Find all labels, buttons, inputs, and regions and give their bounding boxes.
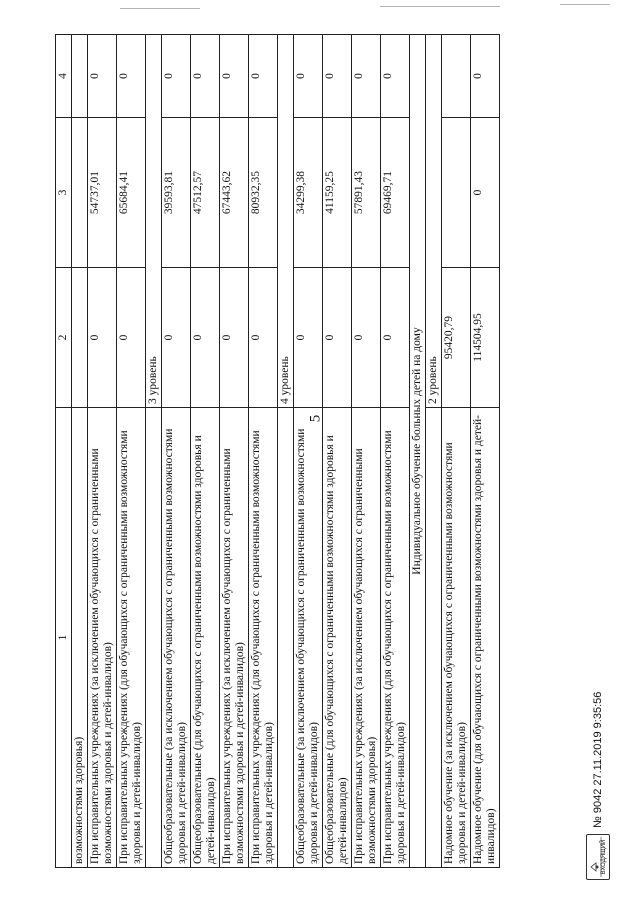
table-header-row [56, 35, 72, 868]
value-cell-2: 114504,95 [471, 268, 500, 408]
table-row [220, 35, 249, 868]
category-cell: Надомное обучение (для обучающихся с ограниченными возможностями здоровья и детей-инвалидов) [471, 408, 500, 868]
value-cell-3: 39593,81 [162, 118, 191, 268]
value-cell-3: 47512,57 [191, 118, 220, 268]
level-label: 3 уровень [146, 35, 162, 408]
value-cell-3: 65684,41 [117, 118, 146, 268]
value-cell-4 [442, 35, 471, 118]
value-cell-4: 0 [294, 35, 323, 118]
rotated-table-container [55, 35, 525, 868]
value-cell-2: 95420,79 [442, 268, 471, 408]
table-row [117, 35, 146, 868]
value-cell-4: 0 [220, 35, 249, 118]
table-row [72, 35, 88, 868]
category-cell: Общеобразовательные (для обучающихся с ограниченными возможностями здоровья и детей-инвалидов) [323, 408, 352, 868]
value-cell-2: 0 [220, 268, 249, 408]
value-cell-4: 0 [471, 35, 500, 118]
registration-number: № 9042 27.11.2019 9:35:56 [592, 691, 604, 828]
value-cell-3: 69469,71 [381, 118, 410, 268]
value-cell-2: 0 [323, 268, 352, 408]
value-cell-4: 0 [352, 35, 381, 118]
level-row [426, 35, 442, 868]
section-title: Индивидуальное обучение больных детей на дому [410, 35, 426, 868]
header-cell: 4 [56, 35, 72, 118]
table-row [191, 35, 220, 868]
level-blank-cell [146, 408, 162, 868]
value-cell-3: 54737,01 [88, 118, 117, 268]
table-row [442, 35, 471, 868]
header-cell: 1 [56, 408, 72, 868]
level-row [146, 35, 162, 868]
category-cell: При исправительных учреждениях (за исключением обучающихся с ограниченными возможностями здоровья и детей-инвалидов) [220, 408, 249, 868]
level-label: 4 уровень [278, 35, 294, 408]
value-cell-2: 0 [294, 268, 323, 408]
value-cell-2: 0 [117, 268, 146, 408]
category-cell: При исправительных учреждениях (для обучающихся с ограниченными возможностями здоровья и детей-инвалидов) [381, 408, 410, 868]
value-cell-3: 67443,62 [220, 118, 249, 268]
category-cell: возможностями здоровья) [72, 408, 88, 868]
table-row [323, 35, 352, 868]
category-cell: Общеобразовательные (за исключением обучающихся с ограниченными возможностями здоровья и детей-инвалидов) [294, 408, 323, 868]
header-cell: 3 [56, 118, 72, 268]
category-cell: При исправительных учреждениях (для обучающихся с ограниченными возможностями здоровья и детей-инвалидов) [249, 408, 278, 868]
incoming-stamp [586, 834, 610, 880]
value-cell-2: 0 [162, 268, 191, 408]
value-cell-3 [442, 118, 471, 268]
value-cell-4: 0 [381, 35, 410, 118]
table-row [88, 35, 117, 868]
category-cell: Общеобразовательные (за исключением обучающихся с ограниченными возможностями здоровья и детей-инвалидов) [162, 408, 191, 868]
value-cell-4: 0 [162, 35, 191, 118]
tariff-table [55, 34, 500, 868]
level-blank-cell [426, 408, 442, 868]
value-cell-2 [72, 268, 88, 408]
table-row [249, 35, 278, 868]
value-cell-4 [72, 35, 88, 118]
category-cell: При исправительных учреждениях (для обучающихся с ограниченными возможностями здоровья и детей-инвалидов) [117, 408, 146, 868]
category-cell: Общеобразовательные (для обучающихся с ограниченными возможностями здоровья и детей-инвалидов) [191, 408, 220, 868]
value-cell-3: 80932,35 [249, 118, 278, 268]
stamp-label: ВХОДЯЩИЙ [601, 839, 607, 875]
value-cell-4: 0 [117, 35, 146, 118]
table-row [162, 35, 191, 868]
value-cell-3: 41159,25 [323, 118, 352, 268]
value-cell-3: 57891,43 [352, 118, 381, 268]
level-row [278, 35, 294, 868]
category-cell: При исправительных учреждениях (за исключением обучающихся с ограниченными возможностями здоровья) [352, 408, 381, 868]
section-title-row [410, 35, 426, 868]
table-row [294, 35, 323, 868]
value-cell-2: 0 [381, 268, 410, 408]
level-blank-cell [278, 408, 294, 868]
value-cell-4: 0 [88, 35, 117, 118]
value-cell-3: 0 [471, 118, 500, 268]
value-cell-2: 0 [88, 268, 117, 408]
page-number: 5 [307, 414, 324, 423]
table-row [352, 35, 381, 868]
level-label: 2 уровень [426, 35, 442, 408]
value-cell-2: 0 [352, 268, 381, 408]
value-cell-3 [72, 118, 88, 268]
table-row [381, 35, 410, 868]
value-cell-4: 0 [191, 35, 220, 118]
category-cell: При исправительных учреждениях (за исключением обучающихся с ограниченными возможностями здоровья и детей-инвалидов) [88, 408, 117, 868]
value-cell-3: 34299,38 [294, 118, 323, 268]
value-cell-2: 0 [191, 268, 220, 408]
value-cell-4: 0 [323, 35, 352, 118]
value-cell-2: 0 [249, 268, 278, 408]
registration-footer [586, 692, 610, 880]
category-cell: Надомное обучение (за исключением обучающихся с ограниченными возможностями здоровья и детей-инвалидов) [442, 408, 471, 868]
header-cell: 2 [56, 268, 72, 408]
value-cell-4: 0 [249, 35, 278, 118]
table-row [471, 35, 500, 868]
